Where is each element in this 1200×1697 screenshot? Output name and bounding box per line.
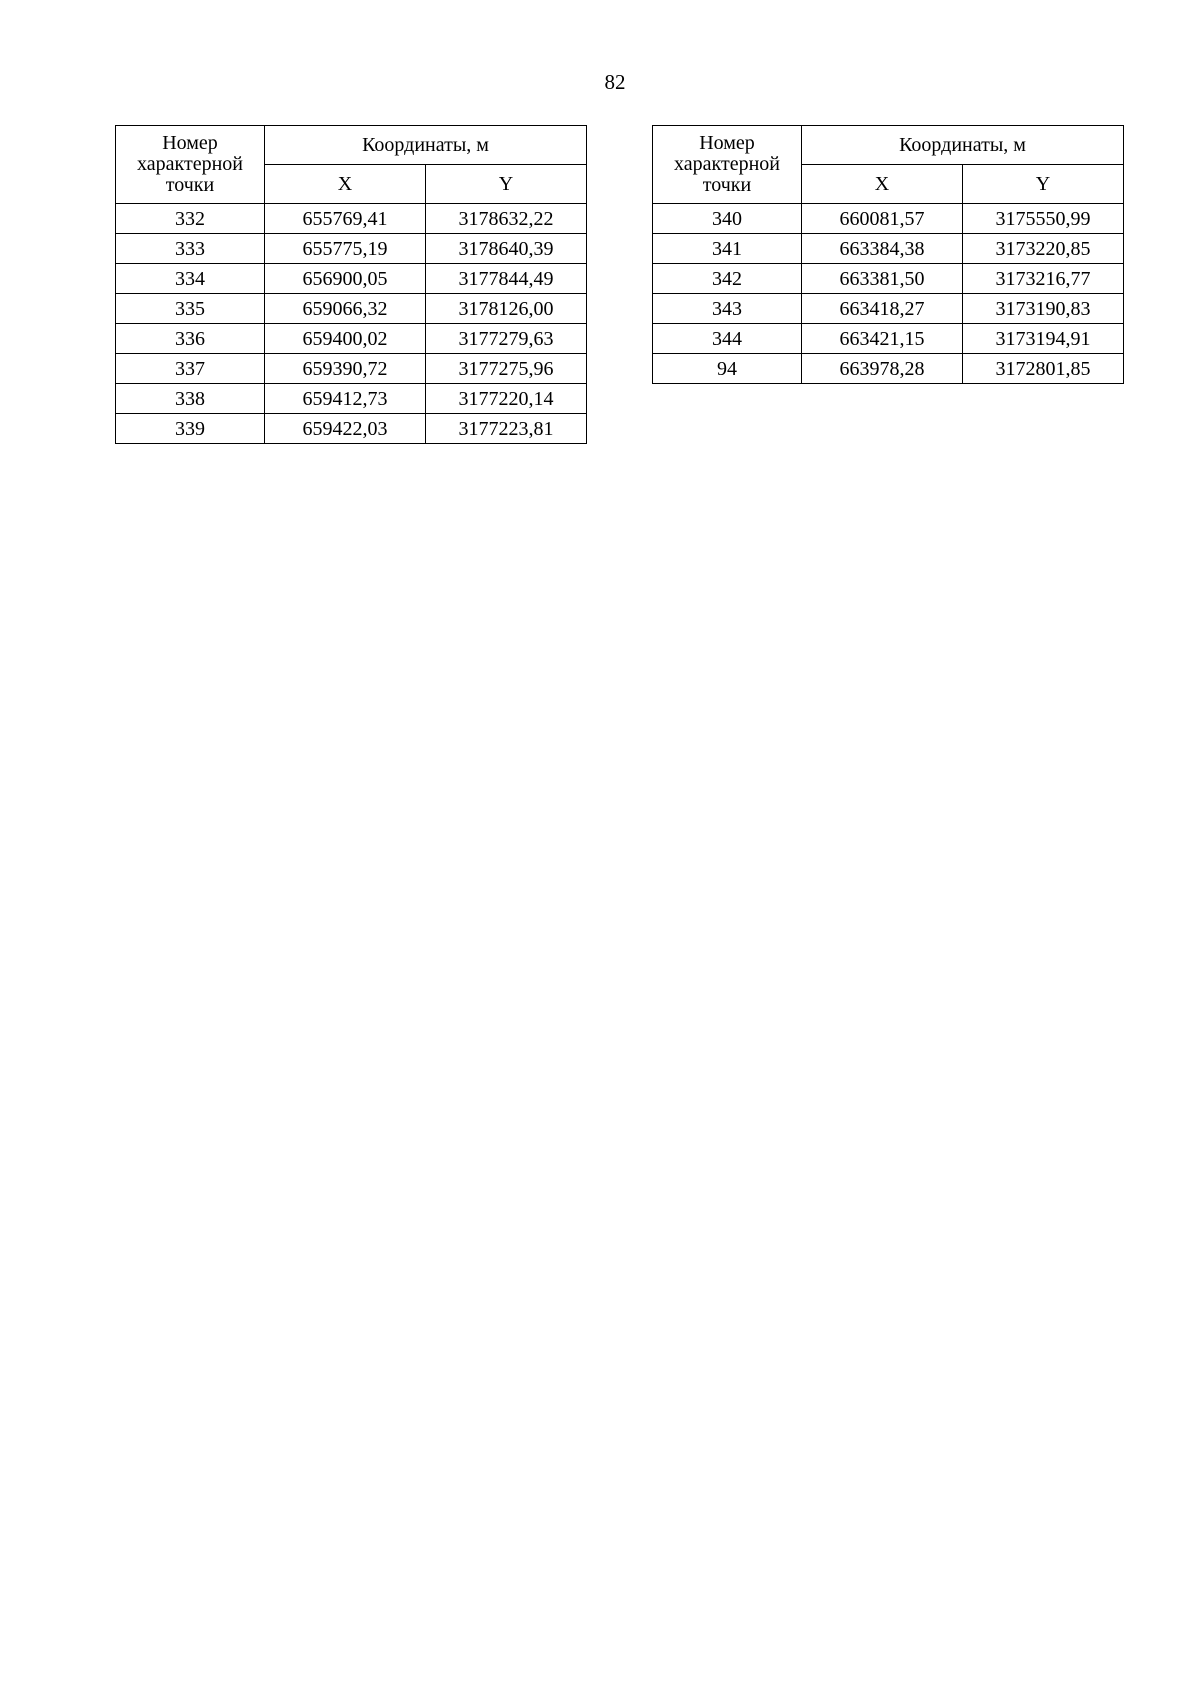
point-number-cell: 340 (653, 204, 802, 234)
y-coordinate-cell: 3177275,96 (426, 354, 587, 384)
x-coordinate-cell: 663384,38 (802, 234, 963, 264)
x-coordinate-cell: 663978,28 (802, 354, 963, 384)
coordinates-table-left (115, 125, 587, 444)
x-coordinate-cell: 659390,72 (265, 354, 426, 384)
point-number-cell: 344 (653, 324, 802, 354)
table-body (116, 204, 587, 444)
point-number-cell: 332 (116, 204, 265, 234)
table-row (653, 264, 1124, 294)
y-coordinate-cell: 3177844,49 (426, 264, 587, 294)
y-coordinate-cell: 3178632,22 (426, 204, 587, 234)
y-coordinate-cell: 3177223,81 (426, 414, 587, 444)
table-row (116, 264, 587, 294)
table-row (653, 204, 1124, 234)
header-y: Y (426, 165, 587, 204)
y-coordinate-cell: 3178640,39 (426, 234, 587, 264)
y-coordinate-cell: 3175550,99 (963, 204, 1124, 234)
table-row (116, 294, 587, 324)
table-row (116, 384, 587, 414)
y-coordinate-cell: 3172801,85 (963, 354, 1124, 384)
x-coordinate-cell: 659412,73 (265, 384, 426, 414)
x-coordinate-cell: 656900,05 (265, 264, 426, 294)
table-row (116, 414, 587, 444)
x-coordinate-cell: 659400,02 (265, 324, 426, 354)
coordinates-table-right (652, 125, 1124, 384)
table-row (653, 324, 1124, 354)
point-number-cell: 338 (116, 384, 265, 414)
header-coordinates: Координаты, м (265, 126, 587, 165)
point-number-cell: 339 (116, 414, 265, 444)
header-x: X (265, 165, 426, 204)
x-coordinate-cell: 663381,50 (802, 264, 963, 294)
page-number: 82 (604, 70, 626, 94)
y-coordinate-cell: 3173220,85 (963, 234, 1124, 264)
y-coordinate-cell: 3177220,14 (426, 384, 587, 414)
point-number-cell: 337 (116, 354, 265, 384)
header-point-number: Номер характерной точки (653, 126, 802, 204)
header-y: Y (963, 165, 1124, 204)
x-coordinate-cell: 655769,41 (265, 204, 426, 234)
table-row (653, 294, 1124, 324)
x-coordinate-cell: 663421,15 (802, 324, 963, 354)
header-x: X (802, 165, 963, 204)
table-row (653, 234, 1124, 264)
x-coordinate-cell: 663418,27 (802, 294, 963, 324)
table-row (116, 324, 587, 354)
x-coordinate-cell: 660081,57 (802, 204, 963, 234)
y-coordinate-cell: 3173194,91 (963, 324, 1124, 354)
x-coordinate-cell: 659422,03 (265, 414, 426, 444)
header-point-number: Номер характерной точки (116, 126, 265, 204)
point-number-cell: 333 (116, 234, 265, 264)
x-coordinate-cell: 655775,19 (265, 234, 426, 264)
y-coordinate-cell: 3177279,63 (426, 324, 587, 354)
table-body (653, 204, 1124, 384)
point-number-cell: 341 (653, 234, 802, 264)
point-number-cell: 94 (653, 354, 802, 384)
point-number-cell: 336 (116, 324, 265, 354)
point-number-cell: 342 (653, 264, 802, 294)
table-row (116, 204, 587, 234)
y-coordinate-cell: 3173190,83 (963, 294, 1124, 324)
point-number-cell: 335 (116, 294, 265, 324)
x-coordinate-cell: 659066,32 (265, 294, 426, 324)
table-row (653, 354, 1124, 384)
table-row (116, 234, 587, 264)
table-row (116, 354, 587, 384)
y-coordinate-cell: 3173216,77 (963, 264, 1124, 294)
header-coordinates: Координаты, м (802, 126, 1124, 165)
point-number-cell: 334 (116, 264, 265, 294)
y-coordinate-cell: 3178126,00 (426, 294, 587, 324)
point-number-cell: 343 (653, 294, 802, 324)
